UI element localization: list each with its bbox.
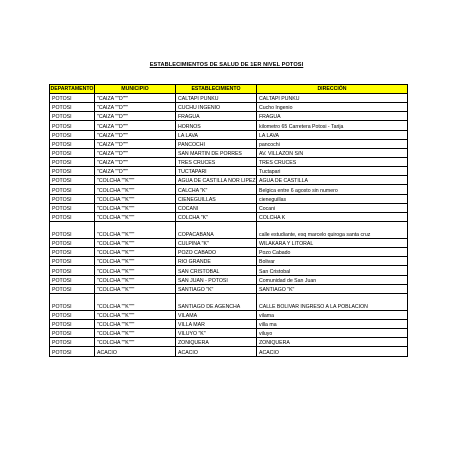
establecimiento-cell: HORNOS — [176, 121, 257, 130]
municipio-cell: "CAIZA ""D""" — [95, 167, 176, 176]
departamento-cell: POTOSI — [50, 329, 95, 338]
departamento-cell: POTOSI — [50, 130, 95, 139]
municipio-cell: "CAIZA ""D""" — [95, 121, 176, 130]
table-row — [50, 347, 408, 356]
table-row — [50, 167, 408, 176]
municipio-cell: "COLCHA ""K""" — [95, 338, 176, 347]
departamento-cell: POTOSI — [50, 221, 95, 238]
municipio-cell: "COLCHA ""K""" — [95, 203, 176, 212]
table-row — [50, 194, 408, 203]
establecimiento-cell: SANTIAGO "K" — [176, 284, 257, 293]
establecimiento-cell: VILAMA — [176, 310, 257, 319]
municipio-cell: "CAIZA ""D""" — [95, 94, 176, 103]
establecimiento-cell: CALCHA "K" — [176, 185, 257, 194]
table-row — [50, 130, 408, 139]
direccion-cell: Cocani — [257, 203, 408, 212]
table-row — [50, 338, 408, 347]
departamento-cell: POTOSI — [50, 121, 95, 130]
departamento-cell: POTOSI — [50, 338, 95, 347]
departamento-cell: POTOSI — [50, 257, 95, 266]
establecimiento-cell: SAN MARTIN DE PORRES — [176, 148, 257, 157]
municipio-cell: "CAIZA ""D""" — [95, 139, 176, 148]
municipio-cell: "COLCHA ""K""" — [95, 319, 176, 328]
direccion-cell: pancochi — [257, 139, 408, 148]
direccion-cell: Tuctapari — [257, 167, 408, 176]
departamento-cell: POTOSI — [50, 310, 95, 319]
table-header-row — [50, 85, 408, 94]
departamento-cell: POTOSI — [50, 157, 95, 166]
direccion-cell: TRES CRUCES — [257, 157, 408, 166]
departamento-cell: POTOSI — [50, 212, 95, 221]
departamento-cell: POTOSI — [50, 112, 95, 121]
table-row — [50, 185, 408, 194]
municipio-cell: "COLCHA ""K""" — [95, 284, 176, 293]
direccion-cell: ZONIQUERA — [257, 338, 408, 347]
municipio-cell: "COLCHA ""K""" — [95, 275, 176, 284]
table-row — [50, 212, 408, 221]
table-row — [50, 284, 408, 293]
document-title: ESTABLECIMIENTOS DE SALUD DE 1ER NIVEL POTOSI — [149, 62, 304, 68]
table-row — [50, 275, 408, 284]
municipio-cell: "COLCHA ""K""" — [95, 293, 176, 310]
establecimiento-cell: COLCHA "K" — [176, 212, 257, 221]
municipio-cell: "COLCHA ""K""" — [95, 310, 176, 319]
direccion-cell: FRAGUA — [257, 112, 408, 121]
direccion-cell: viluyo — [257, 329, 408, 338]
direccion-cell: CALTAPI PUNKU — [257, 94, 408, 103]
table-row — [50, 121, 408, 130]
establecimiento-cell: PANCOCHI — [176, 139, 257, 148]
table-row — [50, 293, 408, 310]
table-row — [50, 329, 408, 338]
departamento-cell: POTOSI — [50, 94, 95, 103]
municipio-cell: "CAIZA ""D""" — [95, 148, 176, 157]
table-row — [50, 112, 408, 121]
municipio-cell: "COLCHA ""K""" — [95, 257, 176, 266]
header-municipio: MUNICIPIO — [95, 85, 176, 94]
establecimiento-cell: POZO CABADO — [176, 248, 257, 257]
table-row — [50, 94, 408, 103]
municipio-cell: "CAIZA ""D""" — [95, 157, 176, 166]
establecimiento-cell: TRES CRUCES — [176, 157, 257, 166]
establecimiento-cell: CALTAPI PUNKU — [176, 94, 257, 103]
establecimiento-cell: COCANI — [176, 203, 257, 212]
establecimiento-cell: CUCHU INGENIO — [176, 103, 257, 112]
establecimiento-cell: SAN JUAN - POTOSI — [176, 275, 257, 284]
direccion-cell: San Cristobal — [257, 266, 408, 275]
municipio-cell: "COLCHA ""K""" — [95, 221, 176, 238]
table-row — [50, 176, 408, 185]
departamento-cell: POTOSI — [50, 347, 95, 356]
municipio-cell: "COLCHA ""K""" — [95, 238, 176, 247]
establecimiento-cell: CIENEGUILLAS — [176, 194, 257, 203]
municipio-cell: "COLCHA ""K""" — [95, 194, 176, 203]
municipio-cell: "COLCHA ""K""" — [95, 329, 176, 338]
table-row — [50, 103, 408, 112]
direccion-cell: COLCHA K — [257, 212, 408, 221]
departamento-cell: POTOSI — [50, 284, 95, 293]
establecimiento-cell: VILLA MAR — [176, 319, 257, 328]
departamento-cell: POTOSI — [50, 139, 95, 148]
establecimiento-cell: FRAGUA — [176, 112, 257, 121]
establecimiento-cell: ZONIQUERA — [176, 338, 257, 347]
header-direccion: DIRECCIÓN — [257, 85, 408, 94]
departamento-cell: POTOSI — [50, 248, 95, 257]
table-row — [50, 203, 408, 212]
municipio-cell: ACACIO — [95, 347, 176, 356]
departamento-cell: POTOSI — [50, 167, 95, 176]
municipio-cell: "COLCHA ""K""" — [95, 212, 176, 221]
departamento-cell: POTOSI — [50, 319, 95, 328]
municipio-cell: "COLCHA ""K""" — [95, 185, 176, 194]
table-row — [50, 148, 408, 157]
departamento-cell: POTOSI — [50, 275, 95, 284]
departamento-cell: POTOSI — [50, 203, 95, 212]
departamento-cell: POTOSI — [50, 293, 95, 310]
establecimiento-cell: SAN CRISTOBAL — [176, 266, 257, 275]
establecimiento-cell: COPACABANA — [176, 221, 257, 238]
direccion-cell: LA LAVA — [257, 130, 408, 139]
direccion-cell: Comunidad de San Juan — [257, 275, 408, 284]
direccion-cell: ACACIO — [257, 347, 408, 356]
direccion-cell: calle estudiante, esq marcelo quiroga santa cruz — [257, 221, 408, 238]
departamento-cell: POTOSI — [50, 148, 95, 157]
table-row — [50, 139, 408, 148]
establecimiento-cell: RIO GRANDE — [176, 257, 257, 266]
direccion-cell: AGUA DE CASTILLA — [257, 176, 408, 185]
departamento-cell: POTOSI — [50, 238, 95, 247]
table-row — [50, 157, 408, 166]
departamento-cell: POTOSI — [50, 266, 95, 275]
table-row — [50, 266, 408, 275]
direccion-cell: Cucho Ingenio — [257, 103, 408, 112]
departamento-cell: POTOSI — [50, 103, 95, 112]
health-establishments-table — [49, 84, 408, 357]
direccion-cell: Pozo Cabado — [257, 248, 408, 257]
direccion-cell: CALLE BOLIVAR INGRESO A LA POBLACION — [257, 293, 408, 310]
establecimiento-cell: CULPINA "K" — [176, 238, 257, 247]
direccion-cell: Bolivar — [257, 257, 408, 266]
direccion-cell: WILAKARA Y LITORAL — [257, 238, 408, 247]
departamento-cell: POTOSI — [50, 194, 95, 203]
establecimiento-cell: ACACIO — [176, 347, 257, 356]
table-row — [50, 238, 408, 247]
departamento-cell: POTOSI — [50, 176, 95, 185]
departamento-cell: POTOSI — [50, 185, 95, 194]
direccion-cell: kilometro 65 Carretera Potosi - Tarija — [257, 121, 408, 130]
direccion-cell: villa ma — [257, 319, 408, 328]
table-row — [50, 310, 408, 319]
establecimiento-cell: TUCTAPARI — [176, 167, 257, 176]
direccion-cell: SANTIAGO "K" — [257, 284, 408, 293]
direccion-cell: cieneguillas — [257, 194, 408, 203]
municipio-cell: "CAIZA ""D""" — [95, 112, 176, 121]
establecimiento-cell: AGUA DE CASTILLA NOR LIPEZ — [176, 176, 257, 185]
municipio-cell: "COLCHA ""K""" — [95, 248, 176, 257]
direccion-cell: Belgica entre 6 agosto sin numero — [257, 185, 408, 194]
direccion-cell: AV. VILLAZON S/N — [257, 148, 408, 157]
table-row — [50, 248, 408, 257]
establecimiento-cell: SANTIAGO DE AGENCHA — [176, 293, 257, 310]
header-departamento: DEPARTAMENTO — [50, 86, 94, 92]
table-row — [50, 257, 408, 266]
table-row — [50, 221, 408, 238]
municipio-cell: "COLCHA ""K""" — [95, 176, 176, 185]
establecimiento-cell: VILUYO "K" — [176, 329, 257, 338]
establecimiento-cell: LA LAVA — [176, 130, 257, 139]
municipio-cell: "CAIZA ""D""" — [95, 103, 176, 112]
table-row — [50, 319, 408, 328]
header-establecimiento: ESTABLECIMIENTO — [176, 85, 257, 94]
municipio-cell: "CAIZA ""D""" — [95, 130, 176, 139]
municipio-cell: "COLCHA ""K""" — [95, 266, 176, 275]
direccion-cell: vilama — [257, 310, 408, 319]
